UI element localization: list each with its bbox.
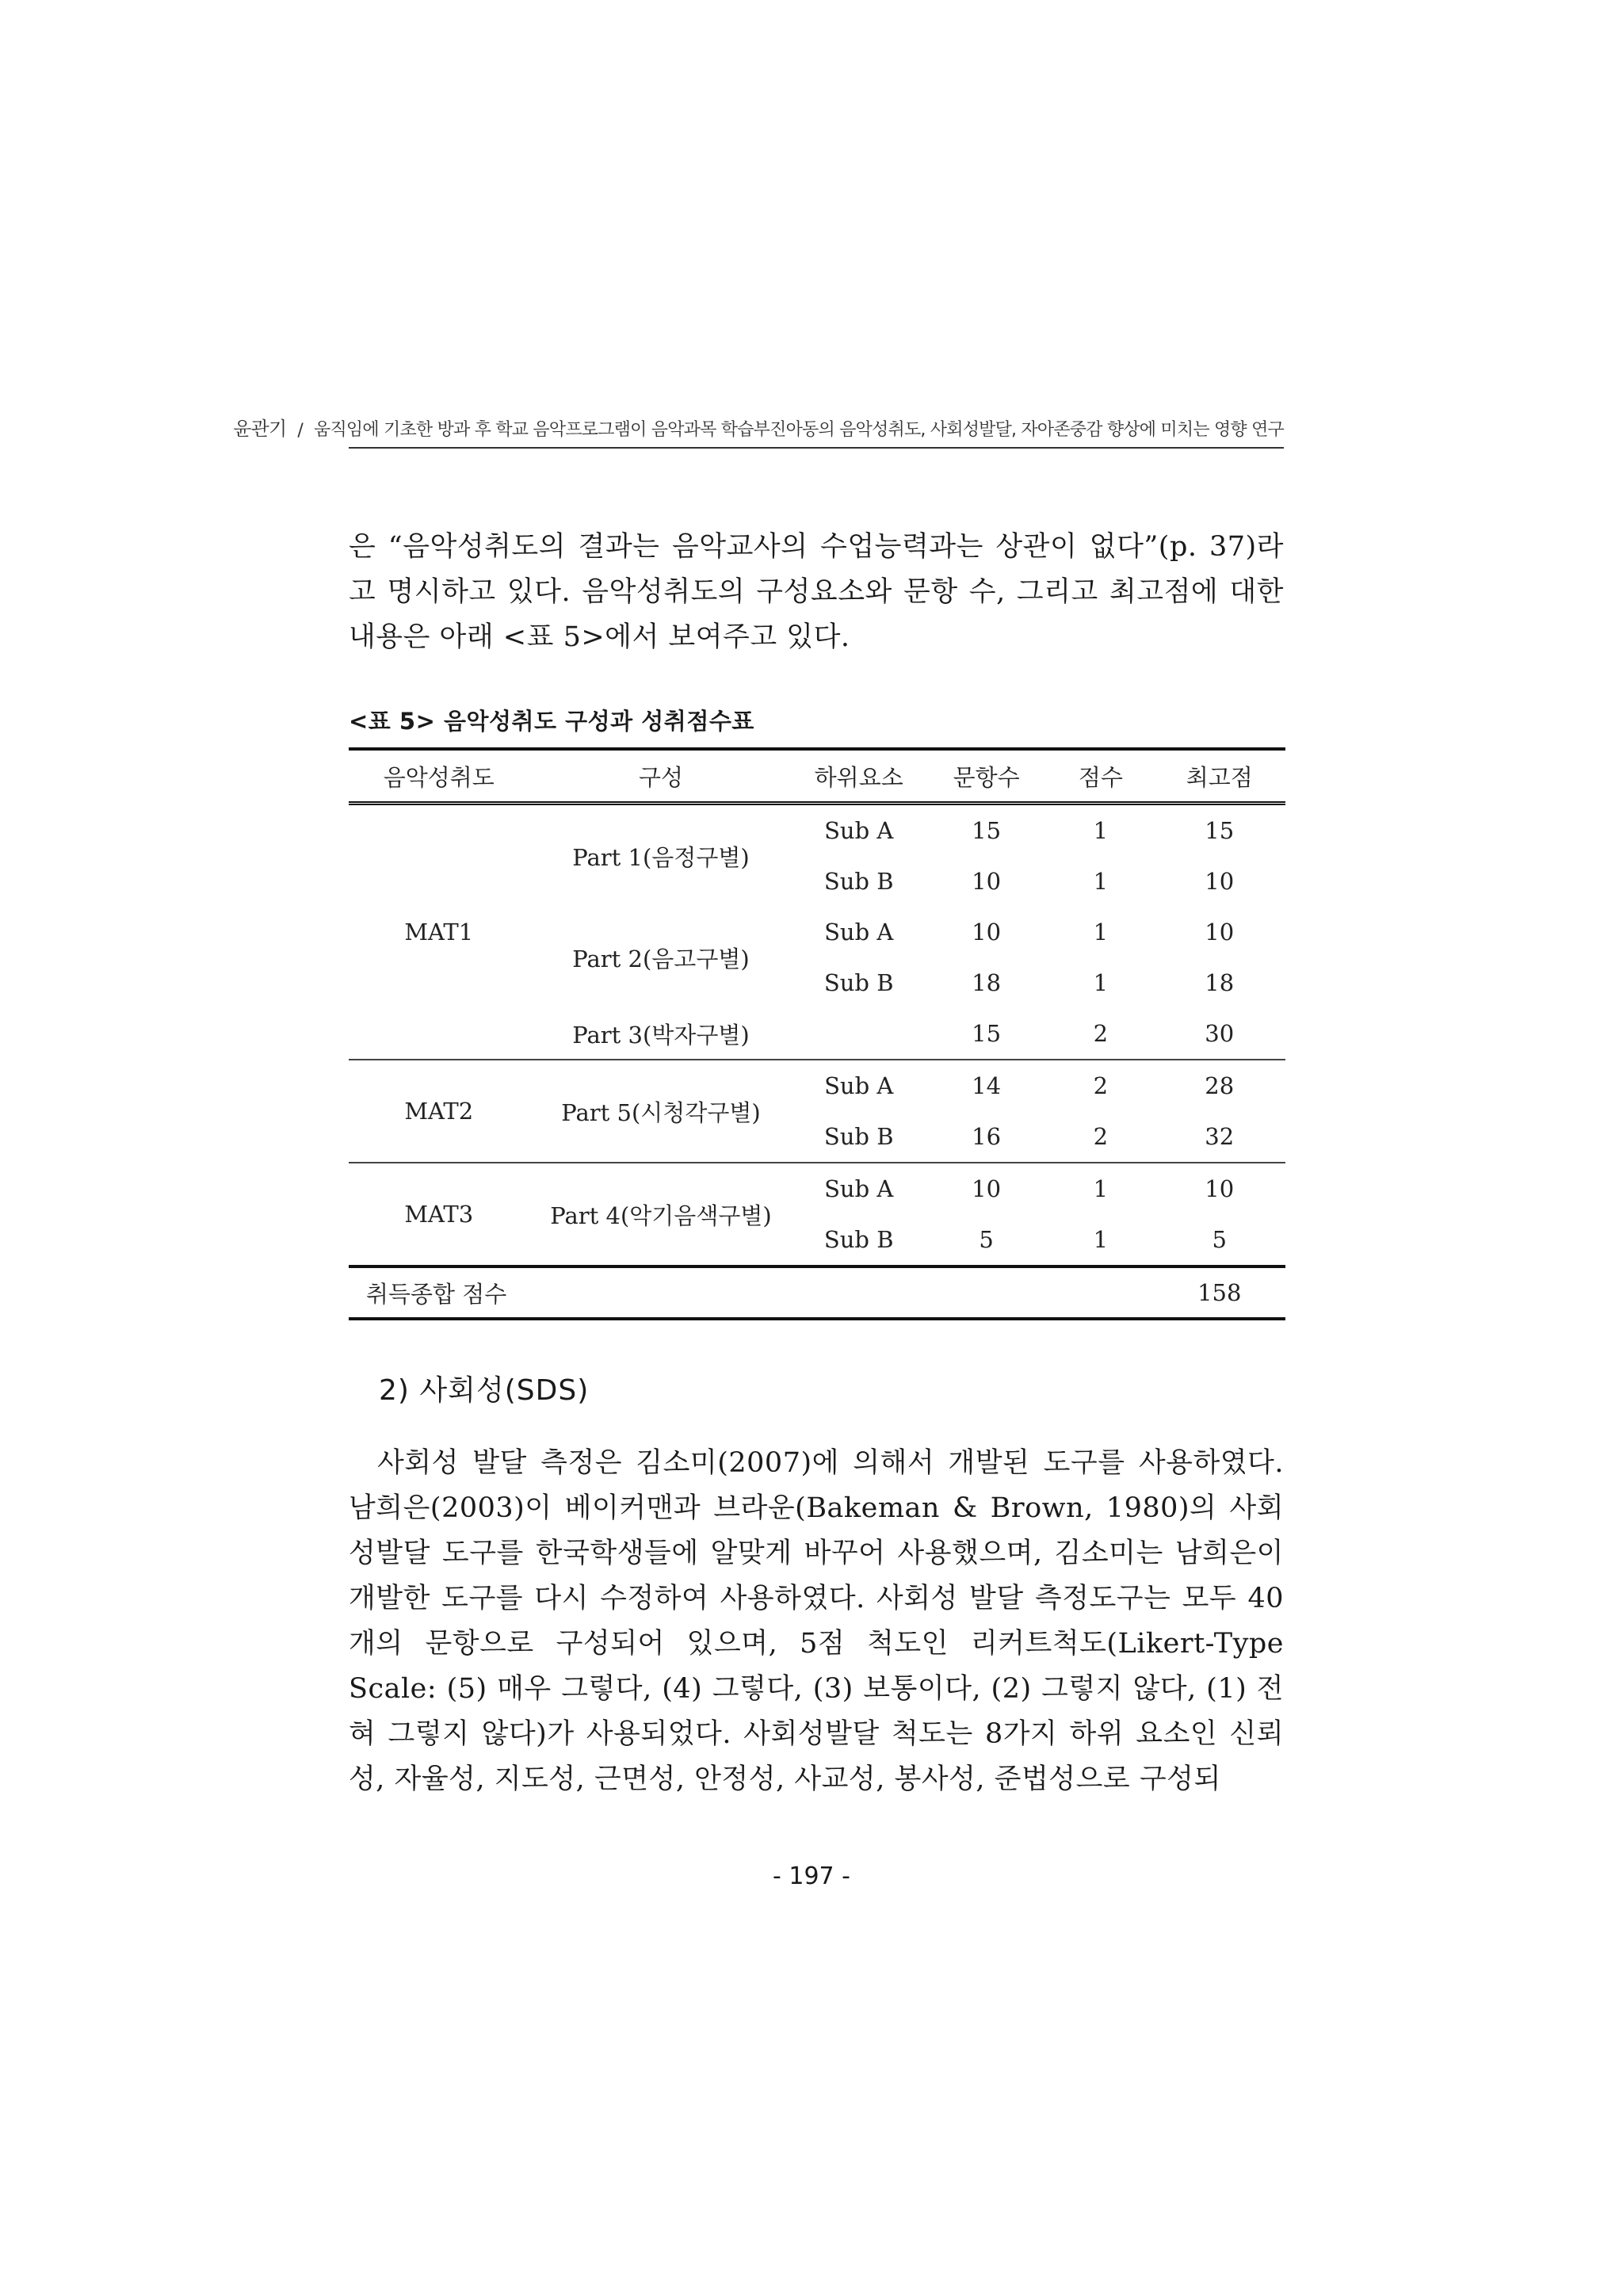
part-cell: Part 3(박자구별) <box>529 1008 793 1060</box>
score-cell: 1 <box>1093 868 1109 895</box>
items-cell: 10 <box>972 1175 1002 1202</box>
sub-cell: Sub B <box>823 1226 894 1253</box>
items-cell: 18 <box>972 969 1002 996</box>
header-separator: / <box>297 421 304 441</box>
score-cell: 1 <box>1093 1226 1109 1253</box>
sub-cell: Sub B <box>792 1111 924 1163</box>
table-row <box>349 1060 1285 1111</box>
table-caption: <표 5> 음악성취도 구성과 성취점수표 <box>349 708 754 735</box>
score-cell: 1 <box>1093 919 1109 946</box>
max-cell: 15 <box>1205 817 1235 844</box>
total-value: 158 <box>1197 1279 1242 1306</box>
intro-paragraph <box>349 525 1284 660</box>
items-cell: 15 <box>925 1008 1048 1060</box>
sub-cell: Sub A <box>824 1175 894 1202</box>
column-header: 점수 <box>1078 763 1123 791</box>
column-header: 하위요소 <box>814 763 903 791</box>
max-cell: 28 <box>1205 1072 1235 1099</box>
total-label: 취득종합 점수 <box>366 1280 507 1308</box>
items-cell: 15 <box>972 817 1002 844</box>
sds-text: 사회성 발달 측정은 김소미(2007)에 의해서 개발된 도구를 사용하였다. 남희은(2003)이 베이커맨과 브라운(Bakeman & Brown, 1980)의 사회성발달 도구를 한국학생들에 알맞게 바꾸어 사용했으며, 김소미는 남희은이 개발한 도구를 다시 수정하여 사용하였다. 사회성 발달 측정도구는 모두 40개의 문항으로 구성되어 있으며, 5점 척도인 리커트척도(Likert-Type Scale: (5) 매우 그렇다, (4) 그렇다, (3) 보통이다, (2) 그렇지 않다, (1) 전혀 그렇지 않다)가 사용되었다. 사회성발달 척도는 8가지 하위 요소인 신뢰성, 자율성, 지도성, 근면성, 안정성, 사교성, 봉사성, 준법성으로 구성되 <box>349 1447 1284 1795</box>
part-cell: Part 2(음고구별) <box>572 945 750 972</box>
header-author: 윤관기 <box>233 418 287 440</box>
page-number: - 197 - <box>773 1862 850 1890</box>
group-cell: MAT2 <box>349 1060 529 1163</box>
sub-cell: Sub B <box>823 868 894 895</box>
group-cell: MAT3 <box>404 1201 474 1228</box>
score-cell: 1 <box>1093 817 1109 844</box>
max-cell: 10 <box>1205 919 1235 946</box>
table-total-row <box>349 1266 1285 1319</box>
part-cell: Part 1(음정구별) <box>572 843 750 871</box>
score-cell: 2 <box>1048 1008 1153 1060</box>
table-header-row <box>349 749 1285 804</box>
column-header: 음악성취도 <box>383 763 495 791</box>
max-cell: 10 <box>1205 868 1235 895</box>
max-cell: 10 <box>1205 1175 1235 1202</box>
table-row <box>349 1163 1285 1214</box>
items-cell: 5 <box>979 1226 994 1253</box>
running-header <box>233 409 1284 449</box>
items-cell: 10 <box>972 868 1002 895</box>
part-cell: Part 5(시청각구별) <box>529 1060 793 1163</box>
table-5 <box>349 747 1285 1320</box>
max-cell: 5 <box>1212 1226 1227 1253</box>
score-cell: 2 <box>1048 1111 1153 1163</box>
sub-cell <box>792 1008 924 1060</box>
part-cell: Part 4(악기음색구별) <box>550 1201 772 1229</box>
column-header: 구성 <box>638 763 683 791</box>
sub-cell: Sub A <box>824 817 894 844</box>
intro-text: 은 “음악성취도의 결과는 음악교사의 수업능력과는 상관이 없다”(p. 37)라고 명시하고 있다. 음악성취도의 구성요소와 문항 수, 그리고 최고점에 대한 내용은 아래 <표 5>에서 보여주고 있다. <box>349 531 1284 653</box>
header-title: 움직임에 기초한 방과 후 학교 음악프로그램이 음악과목 학습부진아동의 음악성취도, 사회성발달, 자아존중감 향상에 미치는 영향 연구 <box>314 420 1284 440</box>
score-cell: 1 <box>1093 1175 1109 1202</box>
column-header: 문항수 <box>953 763 1020 791</box>
items-cell: 16 <box>925 1111 1048 1163</box>
table-row <box>349 804 1285 857</box>
sub-cell: Sub A <box>824 1072 894 1099</box>
max-cell: 30 <box>1153 1008 1285 1060</box>
items-cell: 14 <box>972 1072 1002 1099</box>
max-cell: 32 <box>1153 1111 1285 1163</box>
section-heading: 2) 사회성(SDS) <box>379 1374 590 1407</box>
max-cell: 18 <box>1205 969 1235 996</box>
group-cell: MAT1 <box>349 804 529 1060</box>
sub-cell: Sub A <box>824 919 894 946</box>
score-cell: 1 <box>1093 969 1109 996</box>
items-cell: 10 <box>972 919 1002 946</box>
column-header: 최고점 <box>1186 763 1253 791</box>
sub-cell: Sub B <box>823 969 894 996</box>
sds-paragraph <box>349 1441 1284 1802</box>
score-cell: 2 <box>1093 1072 1109 1099</box>
